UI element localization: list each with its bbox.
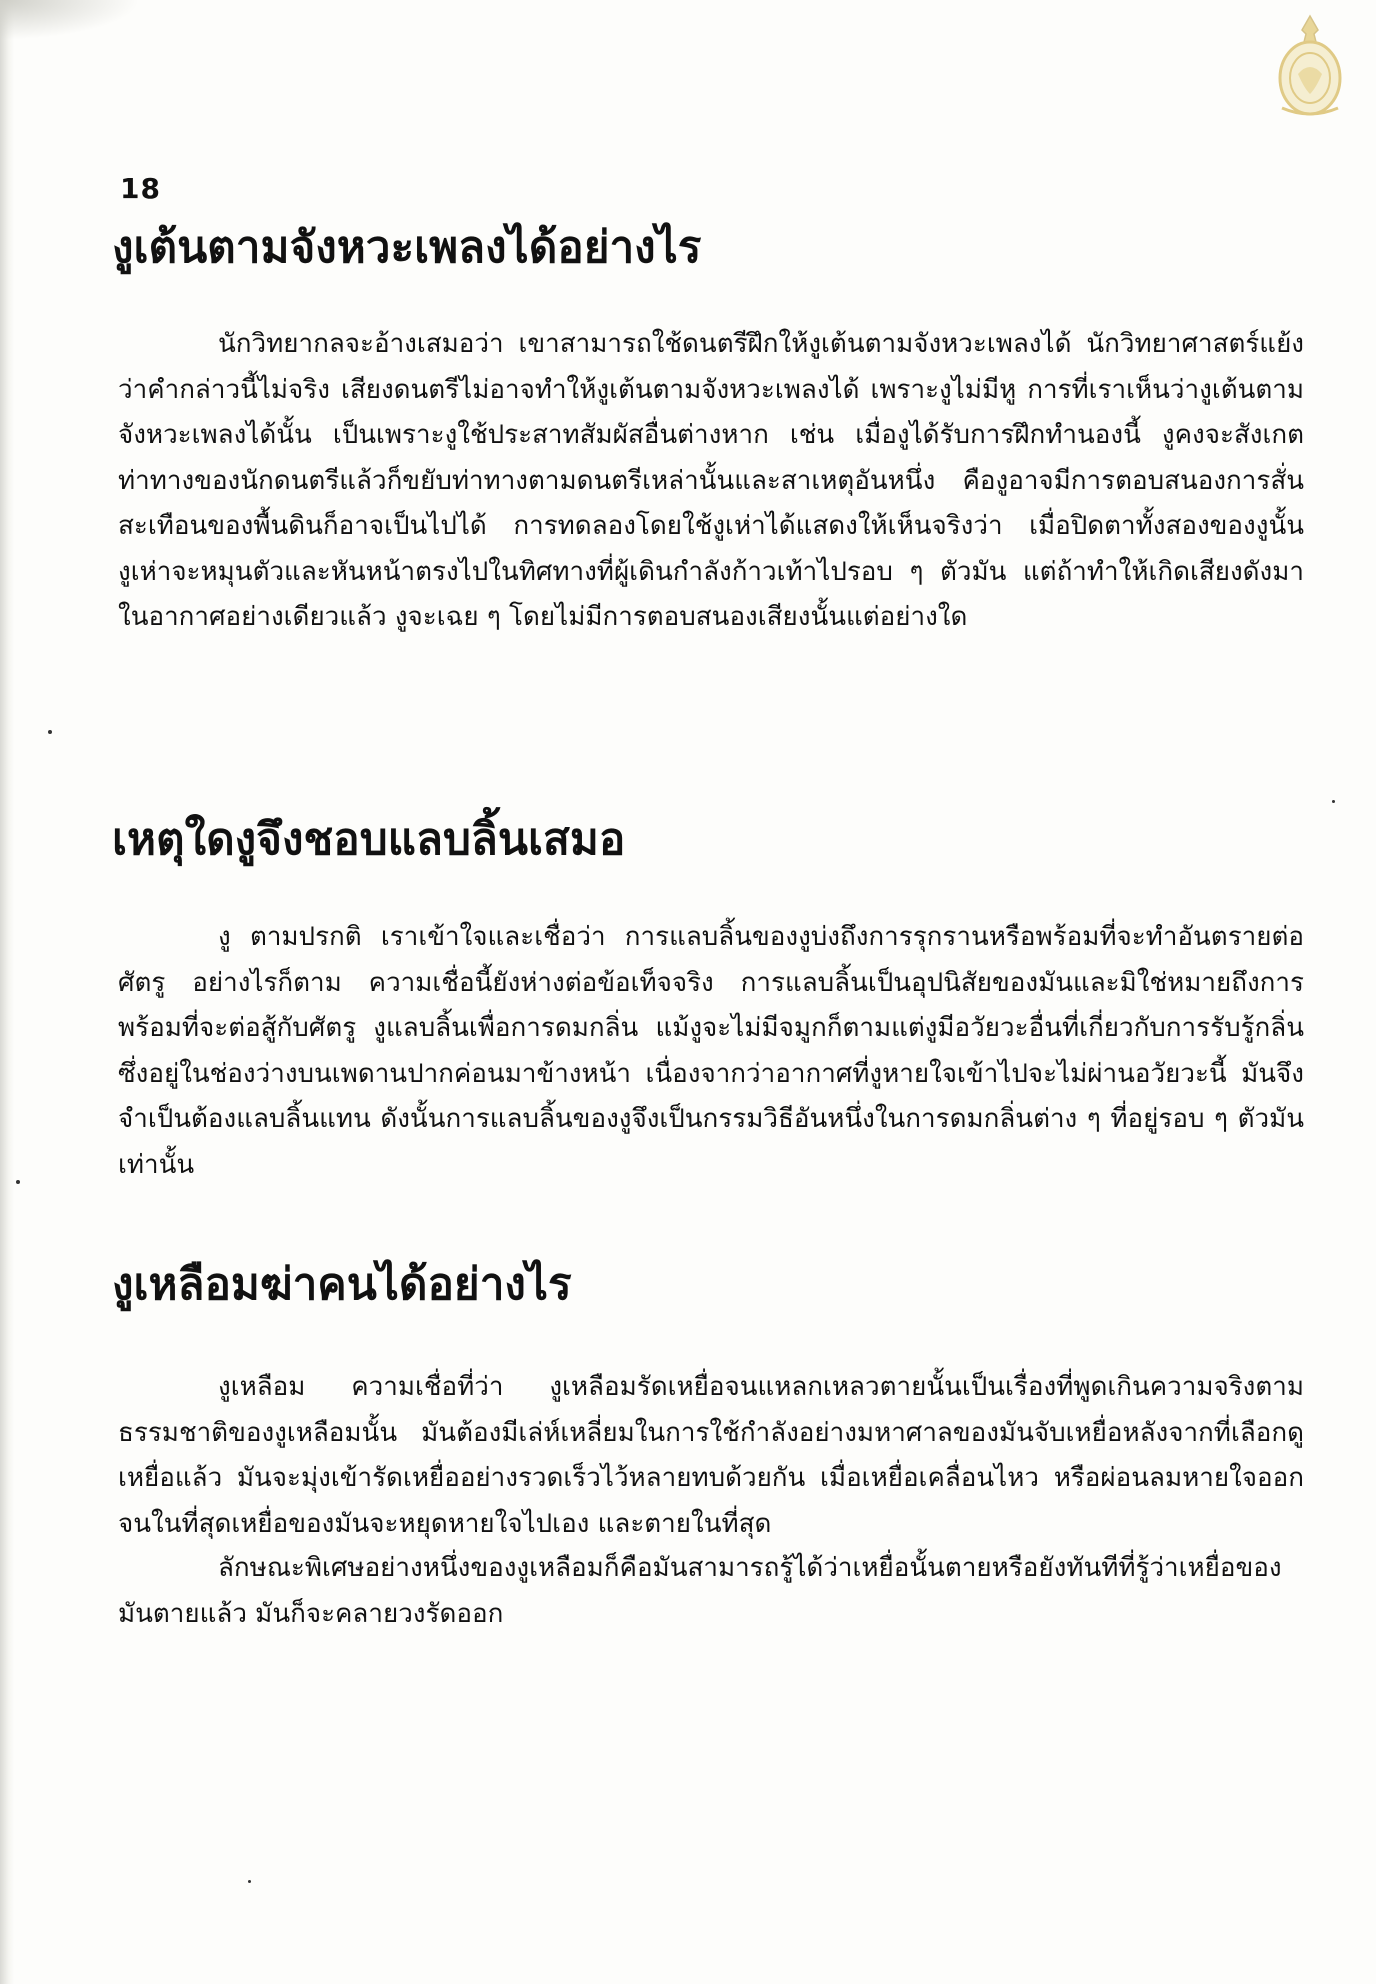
section-heading-tongue-flicking: เหตุใดงูจึงชอบแลบลิ้นเสมอ — [112, 814, 626, 865]
scan-speck — [16, 1180, 20, 1184]
paragraph-python-release: ลักษณะพิเศษอย่างหนึ่งของงูเหลือมก็คือมันสามารถรู้ได้ว่าเหยื่อนั้นตายหรือยังทันทีที่รู้ว่าเหยื่อของมันตายแล้ว มันก็จะคลายวงรัดออก — [118, 1553, 1282, 1629]
section-heading-python-kill: งูเหลือมฆ่าคนได้อย่างไร — [112, 1259, 572, 1310]
scan-corner-shadow — [0, 0, 140, 40]
scan-edge-shadow — [0, 0, 14, 1984]
page-number: 18 — [120, 172, 161, 205]
scan-speck — [48, 730, 52, 734]
paragraph-python-kill: งูเหลือม ความเชื่อที่ว่า งูเหลือมรัดเหยื่อจนแหลกเหลวตายนั้นเป็นเรื่องที่พูดเกินความจริงตามธรรมชาติของงูเหลือมนั้น มันต้องมีเล่ห์เหลี่ยมในการใช้กำลังอย่างมหาศาลของมันจับเหยื่อหลังจากที่เลือกดูเหยื่อแล้ว มันจะมุ่งเข้ารัดเหยื่ออย่างรวดเร็วไว้หลายทบด้วยกัน เมื่อเหยื่อเคลื่อนไหว หรือผ่อนลมหายใจออก จนในที่สุดเหยื่อของมันจะหยุดหายใจไปเอง และตายในที่สุด — [118, 1372, 1304, 1539]
section-heading-snake-dance: งูเต้นตามจังหวะเพลงได้อย่างไร — [112, 222, 702, 273]
paragraph-tongue-flicking: งู ตามปรกติ เราเข้าใจและเชื่อว่า การแลบลิ้นของงูบ่งถึงการรุกรานหรือพร้อมที่จะทำอันตรายต่อศัตรู อย่างไรก็ตาม ความเชื่อนี้ยังห่างต่อข้อเท็จจริง การแลบลิ้นเป็นอุปนิสัยของมันและมิใช่หมายถึงการพร้อมที่จะต่อสู้กับศัตรู งูแลบลิ้นเพื่อการดมกลิ่น แม้งูจะไม่มีจมูกก็ตามแต่งูมีอวัยวะอื่นที่เกี่ยวกับการรับรู้กลิ่น ซึ่งอยู่ในช่องว่างบนเพดานปากค่อนมาข้างหน้า เนื่องจากว่าอากาศที่งูหายใจเข้าไปจะไม่ผ่านอวัยวะนี้ มันจึงจำเป็นต้องแลบลิ้นแทน ดังนั้นการแลบลิ้นของงูจึงเป็นกรรมวิธีอันหนึ่งในการดมกลิ่นต่าง ๆ ที่อยู่รอบ ๆ ตัวมันเท่านั้น — [118, 922, 1304, 1180]
scan-speck — [1332, 800, 1335, 803]
scan-speck — [248, 1880, 251, 1883]
paragraph-snake-dance: นักวิทยากลจะอ้างเสมอว่า เขาสามารถใช้ดนตรีฝึกให้งูเต้นตามจังหวะเพลงได้ นักวิทยาศาสตร์แย้งว่าคำกล่าวนี้ไม่จริง เสียงดนตรีไม่อาจทำให้งูเต้นตามจังหวะเพลงได้ เพราะงูไม่มีหู การที่เราเห็นว่างูเต้นตามจังหวะเพลงได้นั้น เป็นเพราะงูใช้ประสาทสัมผัสอื่นต่างหาก เช่น เมื่องูได้รับการฝึกทำนองนี้ งูคงจะสังเกตท่าทางของนักดนตรีแล้วก็ขยับท่าทางตามดนตรีเหล่านั้นและสาเหตุอันหนึ่ง คืองูอาจมีการตอบสนองการสั่นสะเทือนของพื้นดินก็อาจเป็นไปได้ การทดลองโดยใช้งูเห่าได้แสดงให้เห็นจริงว่า เมื่อปิดตาทั้งสองของงูนั้น งูเห่าจะหมุนตัวและหันหน้าตรงไปในทิศทางที่ผู้เดินกำลังก้าวเท้าไปรอบ ๆ ตัวมัน แต่ถ้าทำให้เกิดเสียงดังมาในอากาศอย่างเดียวแล้ว งูจะเฉย ๆ โดยไม่มีการตอบสนองเสียงนั้นแต่อย่างใด — [118, 329, 1304, 632]
emblem-seal-icon — [1268, 12, 1352, 124]
